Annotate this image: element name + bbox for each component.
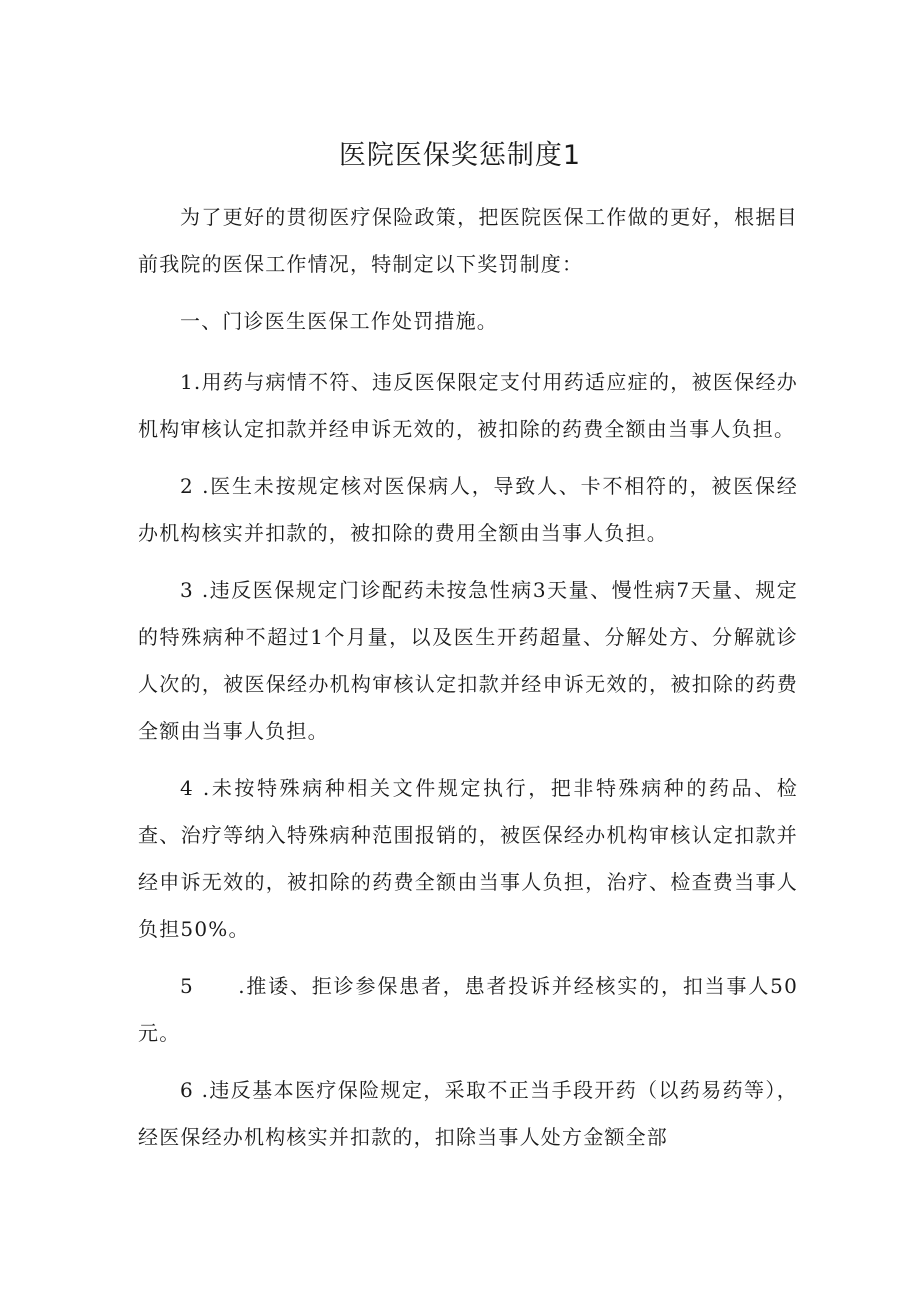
document-title: 医院医保奖惩制度1 [338,140,582,171]
intro-paragraph: 为了更好的贯彻医疗保险政策，把医院医保工作做的更好，根据目前我院的医保工作情况，特制定以下奖罚制度： [138,205,798,276]
clause-4: 4 .未按特殊病种相关文件规定执行，把非特殊病种的药品、检查、治疗等纳入特殊病种范围报销的，被医保经办机构审核认定扣款并经申诉无效的，被扣除的药费全额由当事人负担，治疗、检查费当事人负担50%。 [138,776,798,941]
clause-3: 3 .违反医保规定门诊配药未按急性病3天量、慢性病7天量、规定的特殊病种不超过1个月量，以及医生开药超量、分解处方、分解就诊人次的，被医保经办机构审核认定扣款并经申诉无效的，被扣除的药费全额由当事人负担。 [138,578,798,743]
clause-5: 5 .推诿、拒诊参保患者，患者投诉并经核实的，扣当事人50元。 [138,974,798,1045]
document-body [138,194,798,1171]
section-heading: 一、门诊医生医保工作处罚措施。 [180,309,498,333]
clause-2: 2 .医生未按规定核对医保病人，导致人、卡不相符的，被医保经办机构核实并扣款的，被扣除的费用全额由当事人负担。 [138,474,798,545]
clause-1: 1.用药与病情不符、违反医保限定支付用药适应症的，被医保经办机构审核认定扣款并经申诉无效的，被扣除的药费全额由当事人负担。 [138,370,798,441]
clause-6: 6 .违反基本医疗保险规定，采取不正当手段开药（以药易药等），经医保经办机构核实并扣款的，扣除当事人处方金额全部 [138,1078,798,1149]
